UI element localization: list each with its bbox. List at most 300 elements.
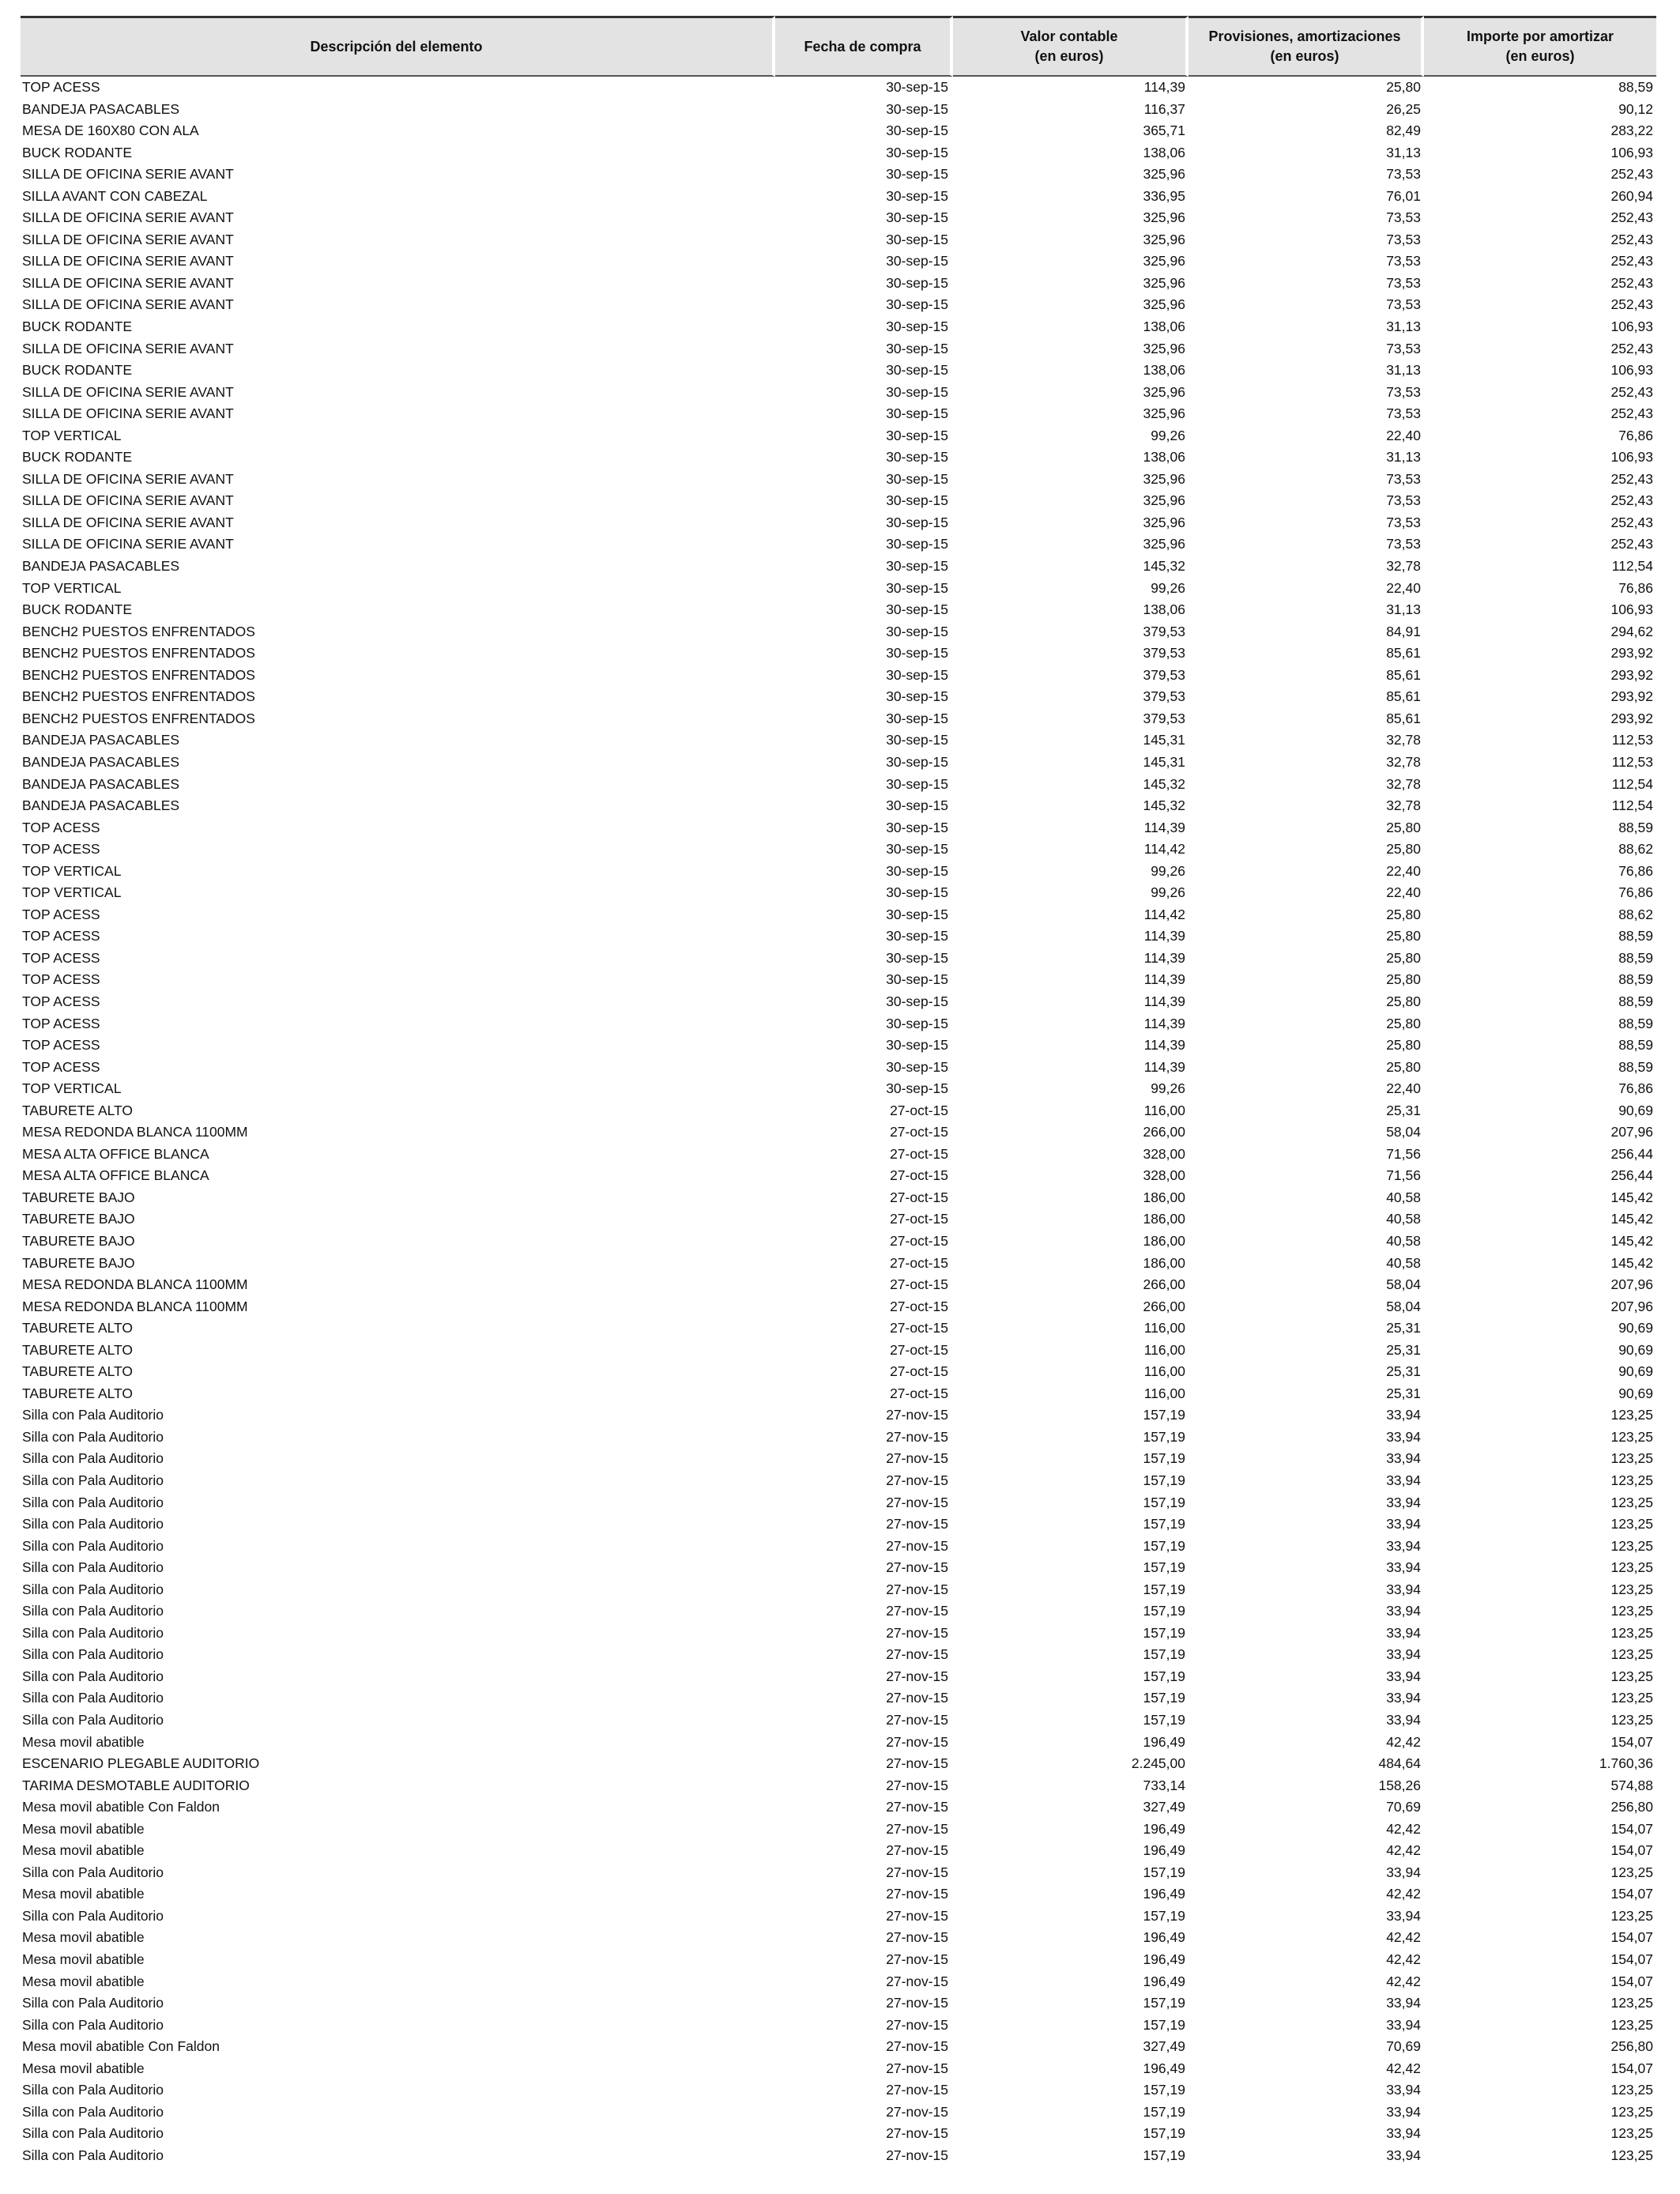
cell-provisions: 73,53 bbox=[1386, 296, 1421, 313]
cell-purchase-date: 27-nov-15 bbox=[886, 1516, 948, 1532]
cell-provisions: 33,94 bbox=[1386, 1581, 1421, 1597]
cell-pending: 256,44 bbox=[1610, 1145, 1653, 1162]
cell-book-value: 138,06 bbox=[1143, 319, 1185, 335]
table-row bbox=[21, 1122, 1656, 1144]
cell-purchase-date: 30-sep-15 bbox=[886, 1037, 948, 1054]
cell-book-value: 116,00 bbox=[1143, 1320, 1185, 1336]
cell-description: TOP VERTICAL bbox=[22, 884, 122, 901]
table-row bbox=[21, 1296, 1656, 1318]
cell-description: Silla con Pala Auditorio bbox=[22, 1624, 164, 1641]
cell-description: SILLA DE OFICINA SERIE AVANT bbox=[22, 274, 234, 291]
cell-description: TABURETE ALTO bbox=[22, 1385, 134, 1401]
cell-book-value: 157,19 bbox=[1143, 1494, 1185, 1510]
cell-pending: 88,59 bbox=[1618, 1037, 1653, 1054]
table-row bbox=[21, 1557, 1656, 1579]
cell-pending: 123,25 bbox=[1610, 2147, 1653, 2163]
cell-purchase-date: 30-sep-15 bbox=[886, 862, 948, 879]
cell-pending: 283,22 bbox=[1610, 123, 1653, 139]
cell-provisions: 85,61 bbox=[1386, 688, 1421, 705]
cell-purchase-date: 27-nov-15 bbox=[886, 1951, 948, 1968]
cell-description: TABURETE ALTO bbox=[22, 1363, 134, 1380]
cell-purchase-date: 27-oct-15 bbox=[890, 1232, 948, 1249]
cell-description: Silla con Pala Auditorio bbox=[22, 2147, 164, 2163]
header-provisions-line1: Provisiones, amortizaciones bbox=[1208, 28, 1401, 44]
cell-description: BANDEJA PASACABLES bbox=[22, 558, 180, 575]
cell-description: SILLA DE OFICINA SERIE AVANT bbox=[22, 340, 234, 356]
cell-pending: 294,62 bbox=[1610, 623, 1653, 639]
cell-purchase-date: 27-nov-15 bbox=[886, 2016, 948, 2033]
cell-description: TOP VERTICAL bbox=[22, 1080, 122, 1097]
cell-book-value: 196,49 bbox=[1143, 1886, 1185, 1902]
table-row bbox=[21, 99, 1656, 121]
cell-provisions: 33,94 bbox=[1386, 1864, 1421, 1880]
cell-pending: 112,54 bbox=[1611, 558, 1653, 575]
cell-pending: 88,59 bbox=[1618, 1058, 1653, 1075]
cell-provisions: 33,94 bbox=[1386, 2016, 1421, 2033]
cell-description: SILLA DE OFICINA SERIE AVANT bbox=[22, 492, 234, 509]
cell-pending: 123,25 bbox=[1610, 1907, 1653, 1924]
cell-purchase-date: 30-sep-15 bbox=[886, 362, 948, 379]
cell-pending: 252,43 bbox=[1610, 340, 1653, 356]
table-row bbox=[21, 882, 1656, 904]
cell-purchase-date: 27-nov-15 bbox=[886, 2125, 948, 2142]
table-row bbox=[21, 1404, 1656, 1427]
cell-purchase-date: 30-sep-15 bbox=[886, 492, 948, 509]
cell-description: TOP ACESS bbox=[22, 971, 100, 988]
cell-book-value: 114,39 bbox=[1143, 1015, 1185, 1031]
cell-description: BENCH2 PUESTOS ENFRENTADOS bbox=[22, 666, 255, 683]
cell-book-value: 157,19 bbox=[1143, 1712, 1185, 1728]
cell-purchase-date: 30-sep-15 bbox=[886, 993, 948, 1009]
cell-description: BENCH2 PUESTOS ENFRENTADOS bbox=[22, 710, 255, 726]
cell-provisions: 22,40 bbox=[1386, 884, 1421, 901]
table-row bbox=[21, 1732, 1656, 1754]
cell-purchase-date: 27-nov-15 bbox=[886, 1929, 948, 1946]
cell-provisions: 25,80 bbox=[1386, 993, 1421, 1009]
cell-purchase-date: 30-sep-15 bbox=[886, 1058, 948, 1075]
cell-provisions: 32,78 bbox=[1386, 558, 1421, 575]
cell-provisions: 33,94 bbox=[1386, 1494, 1421, 1510]
cell-provisions: 31,13 bbox=[1386, 449, 1421, 466]
cell-pending: 112,53 bbox=[1611, 753, 1653, 770]
cell-book-value: 379,53 bbox=[1143, 710, 1185, 726]
cell-description: TOP ACESS bbox=[22, 949, 100, 966]
table-row bbox=[21, 1710, 1656, 1732]
cell-book-value: 145,32 bbox=[1143, 558, 1185, 575]
cell-description: ESCENARIO PLEGABLE AUDITORIO bbox=[22, 1755, 260, 1772]
cell-provisions: 33,94 bbox=[1386, 2147, 1421, 2163]
cell-pending: 123,25 bbox=[1610, 1603, 1653, 1619]
table-row bbox=[21, 752, 1656, 774]
cell-pending: 88,59 bbox=[1618, 928, 1653, 944]
cell-purchase-date: 27-nov-15 bbox=[886, 1668, 948, 1684]
cell-provisions: 85,61 bbox=[1386, 710, 1421, 726]
table-row bbox=[21, 512, 1656, 534]
cell-description: TOP ACESS bbox=[22, 1015, 100, 1031]
cell-pending: 1.760,36 bbox=[1599, 1755, 1653, 1772]
cell-purchase-date: 30-sep-15 bbox=[886, 1015, 948, 1031]
cell-book-value: 114,42 bbox=[1143, 841, 1185, 858]
cell-provisions: 25,80 bbox=[1386, 906, 1421, 922]
cell-book-value: 325,96 bbox=[1143, 405, 1185, 422]
cell-book-value: 116,00 bbox=[1143, 1102, 1185, 1118]
cell-provisions: 85,61 bbox=[1386, 666, 1421, 683]
table-row bbox=[21, 1078, 1656, 1100]
table-row bbox=[21, 1492, 1656, 1514]
cell-book-value: 365,71 bbox=[1143, 123, 1185, 139]
cell-provisions: 31,13 bbox=[1386, 319, 1421, 335]
cell-book-value: 325,96 bbox=[1143, 514, 1185, 530]
cell-book-value: 196,49 bbox=[1143, 1973, 1185, 1989]
table-row bbox=[21, 817, 1656, 839]
cell-provisions: 22,40 bbox=[1386, 862, 1421, 879]
cell-provisions: 25,80 bbox=[1386, 928, 1421, 944]
table-row bbox=[21, 338, 1656, 360]
cell-purchase-date: 30-sep-15 bbox=[886, 187, 948, 204]
cell-description: TOP ACESS bbox=[22, 79, 100, 95]
cell-pending: 252,43 bbox=[1610, 166, 1653, 183]
table-row bbox=[21, 1035, 1656, 1057]
cell-provisions: 40,58 bbox=[1386, 1232, 1421, 1249]
cell-description: MESA ALTA OFFICE BLANCA bbox=[22, 1167, 209, 1184]
cell-pending: 256,44 bbox=[1610, 1167, 1653, 1184]
cell-provisions: 25,80 bbox=[1386, 949, 1421, 966]
cell-book-value: 114,39 bbox=[1143, 971, 1185, 988]
table-row bbox=[21, 1383, 1656, 1405]
cell-purchase-date: 30-sep-15 bbox=[886, 405, 948, 422]
cell-purchase-date: 27-nov-15 bbox=[886, 1777, 948, 1793]
cell-purchase-date: 30-sep-15 bbox=[886, 949, 948, 966]
cell-pending: 112,53 bbox=[1611, 732, 1653, 748]
table-row bbox=[21, 1536, 1656, 1558]
cell-description: Mesa movil abatible bbox=[22, 1886, 145, 1902]
cell-book-value: 325,96 bbox=[1143, 536, 1185, 552]
cell-provisions: 25,31 bbox=[1386, 1102, 1421, 1118]
cell-provisions: 42,42 bbox=[1386, 1973, 1421, 1989]
cell-pending: 88,59 bbox=[1618, 819, 1653, 835]
cell-purchase-date: 27-nov-15 bbox=[886, 1907, 948, 1924]
cell-provisions: 73,53 bbox=[1386, 209, 1421, 226]
table-row bbox=[21, 686, 1656, 708]
table-row bbox=[21, 273, 1656, 295]
header-provisions bbox=[1188, 16, 1424, 77]
table-row bbox=[21, 665, 1656, 687]
cell-book-value: 114,39 bbox=[1143, 819, 1185, 835]
cell-purchase-date: 27-oct-15 bbox=[890, 1211, 948, 1227]
cell-purchase-date: 30-sep-15 bbox=[886, 427, 948, 443]
cell-provisions: 31,13 bbox=[1386, 362, 1421, 379]
cell-provisions: 33,94 bbox=[1386, 1646, 1421, 1663]
cell-purchase-date: 30-sep-15 bbox=[886, 296, 948, 313]
cell-book-value: 114,39 bbox=[1143, 1037, 1185, 1054]
cell-book-value: 325,96 bbox=[1143, 166, 1185, 183]
table-row bbox=[21, 925, 1656, 948]
cell-pending: 88,62 bbox=[1618, 906, 1653, 922]
table-row bbox=[21, 1144, 1656, 1166]
cell-provisions: 73,53 bbox=[1386, 274, 1421, 291]
table-row bbox=[21, 1992, 1656, 2015]
cell-provisions: 31,13 bbox=[1386, 601, 1421, 618]
cell-description: Silla con Pala Auditorio bbox=[22, 1646, 164, 1663]
table-row bbox=[21, 2058, 1656, 2080]
cell-description: SILLA DE OFICINA SERIE AVANT bbox=[22, 231, 234, 247]
table-row bbox=[21, 1971, 1656, 1993]
cell-purchase-date: 27-nov-15 bbox=[886, 1646, 948, 1663]
cell-provisions: 73,53 bbox=[1386, 231, 1421, 247]
cell-provisions: 33,94 bbox=[1386, 2082, 1421, 2098]
cell-provisions: 70,69 bbox=[1386, 2038, 1421, 2055]
cell-book-value: 196,49 bbox=[1143, 1820, 1185, 1837]
cell-description: TOP ACESS bbox=[22, 928, 100, 944]
cell-pending: 106,93 bbox=[1610, 601, 1653, 618]
table-row bbox=[21, 1057, 1656, 1079]
table-row bbox=[21, 447, 1656, 469]
cell-purchase-date: 30-sep-15 bbox=[886, 579, 948, 596]
cell-provisions: 73,53 bbox=[1386, 492, 1421, 509]
cell-purchase-date: 27-nov-15 bbox=[886, 1820, 948, 1837]
cell-pending: 145,42 bbox=[1610, 1232, 1653, 1249]
cell-book-value: 138,06 bbox=[1143, 144, 1185, 160]
cell-provisions: 70,69 bbox=[1386, 1799, 1421, 1815]
cell-book-value: 196,49 bbox=[1143, 2060, 1185, 2076]
cell-book-value: 114,39 bbox=[1143, 949, 1185, 966]
cell-pending: 123,25 bbox=[1610, 2125, 1653, 2142]
cell-provisions: 82,49 bbox=[1386, 123, 1421, 139]
cell-description: MESA REDONDA BLANCA 1100MM bbox=[22, 1124, 248, 1140]
table-row bbox=[21, 839, 1656, 861]
cell-provisions: 71,56 bbox=[1386, 1167, 1421, 1184]
cell-pending: 154,07 bbox=[1610, 1951, 1653, 1968]
header-pending bbox=[1424, 16, 1656, 77]
cell-purchase-date: 27-nov-15 bbox=[886, 2147, 948, 2163]
cell-book-value: 327,49 bbox=[1143, 2038, 1185, 2055]
table-row bbox=[21, 1906, 1656, 1928]
cell-description: BANDEJA PASACABLES bbox=[22, 797, 180, 814]
cell-pending: 154,07 bbox=[1610, 1820, 1653, 1837]
cell-provisions: 25,80 bbox=[1386, 1058, 1421, 1075]
cell-purchase-date: 27-nov-15 bbox=[886, 2103, 948, 2120]
cell-description: Silla con Pala Auditorio bbox=[22, 1995, 164, 2011]
cell-description: Silla con Pala Auditorio bbox=[22, 1712, 164, 1728]
cell-description: BUCK RODANTE bbox=[22, 601, 133, 618]
cell-description: SILLA DE OFICINA SERIE AVANT bbox=[22, 166, 234, 183]
cell-book-value: 138,06 bbox=[1143, 362, 1185, 379]
cell-book-value: 266,00 bbox=[1143, 1276, 1185, 1293]
cell-description: MESA ALTA OFFICE BLANCA bbox=[22, 1145, 209, 1162]
cell-description: Mesa movil abatible bbox=[22, 1842, 145, 1859]
asset-table bbox=[21, 16, 1656, 2167]
cell-description: Silla con Pala Auditorio bbox=[22, 1407, 164, 1423]
cell-purchase-date: 30-sep-15 bbox=[886, 623, 948, 639]
cell-book-value: 157,19 bbox=[1143, 1407, 1185, 1423]
table-row bbox=[21, 969, 1656, 991]
cell-pending: 90,69 bbox=[1618, 1341, 1653, 1358]
header-book-value-line1: Valor contable bbox=[1020, 28, 1118, 44]
table-row bbox=[21, 403, 1656, 425]
cell-pending: 123,25 bbox=[1610, 1494, 1653, 1510]
cell-description: TARIMA DESMOTABLE AUDITORIO bbox=[22, 1777, 250, 1793]
cell-purchase-date: 27-nov-15 bbox=[886, 2038, 948, 2055]
cell-pending: 123,25 bbox=[1610, 1407, 1653, 1423]
cell-purchase-date: 30-sep-15 bbox=[886, 1080, 948, 1097]
cell-description: SILLA DE OFICINA SERIE AVANT bbox=[22, 296, 234, 313]
cell-purchase-date: 27-nov-15 bbox=[886, 1712, 948, 1728]
cell-pending: 76,86 bbox=[1618, 862, 1653, 879]
cell-description: Silla con Pala Auditorio bbox=[22, 1428, 164, 1445]
cell-pending: 123,25 bbox=[1610, 1537, 1653, 1554]
table-row bbox=[21, 2079, 1656, 2102]
cell-pending: 88,62 bbox=[1618, 841, 1653, 858]
cell-description: Silla con Pala Auditorio bbox=[22, 2016, 164, 2033]
header-provisions-line2: (en euros) bbox=[1270, 48, 1339, 64]
table-row bbox=[21, 1231, 1656, 1253]
cell-description: Silla con Pala Auditorio bbox=[22, 1668, 164, 1684]
table-row bbox=[21, 795, 1656, 817]
cell-pending: 256,80 bbox=[1610, 1799, 1653, 1815]
cell-purchase-date: 27-nov-15 bbox=[886, 1842, 948, 1859]
cell-book-value: 114,39 bbox=[1143, 1058, 1185, 1075]
cell-book-value: 325,96 bbox=[1143, 470, 1185, 487]
cell-purchase-date: 30-sep-15 bbox=[886, 666, 948, 683]
cell-provisions: 33,94 bbox=[1386, 1428, 1421, 1445]
table-row bbox=[21, 1840, 1656, 1862]
cell-pending: 123,25 bbox=[1610, 2103, 1653, 2120]
cell-description: Mesa movil abatible bbox=[22, 1733, 145, 1750]
cell-book-value: 157,19 bbox=[1143, 1428, 1185, 1445]
cell-book-value: 266,00 bbox=[1143, 1124, 1185, 1140]
cell-pending: 123,25 bbox=[1610, 1712, 1653, 1728]
cell-book-value: 379,53 bbox=[1143, 688, 1185, 705]
cell-provisions: 25,31 bbox=[1386, 1341, 1421, 1358]
header-description: Descripción del elemento bbox=[21, 16, 775, 77]
cell-purchase-date: 27-nov-15 bbox=[886, 2060, 948, 2076]
header-book-value bbox=[953, 16, 1188, 77]
cell-provisions: 58,04 bbox=[1386, 1276, 1421, 1293]
cell-description: SILLA DE OFICINA SERIE AVANT bbox=[22, 514, 234, 530]
cell-book-value: 116,37 bbox=[1143, 100, 1185, 117]
table-row bbox=[21, 1427, 1656, 1449]
cell-purchase-date: 27-oct-15 bbox=[890, 1189, 948, 1205]
cell-purchase-date: 30-sep-15 bbox=[886, 383, 948, 400]
cell-provisions: 25,80 bbox=[1386, 841, 1421, 858]
table-row bbox=[21, 948, 1656, 970]
cell-description: Silla con Pala Auditorio bbox=[22, 1472, 164, 1488]
cell-provisions: 40,58 bbox=[1386, 1211, 1421, 1227]
table-row bbox=[21, 1361, 1656, 1383]
cell-description: SILLA DE OFICINA SERIE AVANT bbox=[22, 253, 234, 270]
table-row bbox=[21, 621, 1656, 643]
cell-pending: 123,25 bbox=[1610, 2082, 1653, 2098]
cell-pending: 90,69 bbox=[1618, 1385, 1653, 1401]
cell-book-value: 328,00 bbox=[1143, 1167, 1185, 1184]
cell-purchase-date: 30-sep-15 bbox=[886, 536, 948, 552]
cell-book-value: 325,96 bbox=[1143, 383, 1185, 400]
cell-pending: 293,92 bbox=[1610, 710, 1653, 726]
cell-description: Silla con Pala Auditorio bbox=[22, 1559, 164, 1576]
table-row bbox=[21, 991, 1656, 1013]
cell-purchase-date: 30-sep-15 bbox=[886, 601, 948, 618]
cell-purchase-date: 27-oct-15 bbox=[890, 1254, 948, 1271]
cell-purchase-date: 27-oct-15 bbox=[890, 1320, 948, 1336]
cell-provisions: 33,94 bbox=[1386, 1668, 1421, 1684]
cell-pending: 76,86 bbox=[1618, 1080, 1653, 1097]
cell-pending: 293,92 bbox=[1610, 645, 1653, 662]
table-row bbox=[21, 207, 1656, 229]
cell-pending: 207,96 bbox=[1610, 1124, 1653, 1140]
cell-description: BUCK RODANTE bbox=[22, 449, 133, 466]
cell-provisions: 58,04 bbox=[1386, 1298, 1421, 1314]
cell-pending: 106,93 bbox=[1610, 362, 1653, 379]
cell-book-value: 157,19 bbox=[1143, 1624, 1185, 1641]
cell-description: Mesa movil abatible bbox=[22, 1929, 145, 1946]
cell-purchase-date: 27-nov-15 bbox=[886, 1407, 948, 1423]
cell-pending: 90,12 bbox=[1618, 100, 1653, 117]
cell-description: TABURETE ALTO bbox=[22, 1341, 134, 1358]
cell-book-value: 327,49 bbox=[1143, 1799, 1185, 1815]
cell-provisions: 32,78 bbox=[1386, 797, 1421, 814]
cell-pending: 123,25 bbox=[1610, 1450, 1653, 1467]
cell-purchase-date: 27-nov-15 bbox=[886, 1624, 948, 1641]
cell-provisions: 32,78 bbox=[1386, 732, 1421, 748]
cell-description: TABURETE BAJO bbox=[22, 1211, 135, 1227]
table-row bbox=[21, 316, 1656, 338]
cell-provisions: 25,31 bbox=[1386, 1385, 1421, 1401]
cell-pending: 90,69 bbox=[1618, 1363, 1653, 1380]
cell-purchase-date: 27-nov-15 bbox=[886, 1733, 948, 1750]
cell-description: BENCH2 PUESTOS ENFRENTADOS bbox=[22, 688, 255, 705]
cell-purchase-date: 27-nov-15 bbox=[886, 1690, 948, 1706]
cell-purchase-date: 27-nov-15 bbox=[886, 1494, 948, 1510]
cell-pending: 123,25 bbox=[1610, 1864, 1653, 1880]
cell-description: TOP ACESS bbox=[22, 819, 100, 835]
cell-book-value: 157,19 bbox=[1143, 1472, 1185, 1488]
cell-pending: 252,43 bbox=[1610, 209, 1653, 226]
cell-pending: 154,07 bbox=[1610, 1929, 1653, 1946]
cell-book-value: 325,96 bbox=[1143, 340, 1185, 356]
cell-purchase-date: 30-sep-15 bbox=[886, 209, 948, 226]
table-row bbox=[21, 142, 1656, 164]
table-row bbox=[21, 861, 1656, 883]
cell-pending: 123,25 bbox=[1610, 2016, 1653, 2033]
cell-book-value: 116,00 bbox=[1143, 1385, 1185, 1401]
cell-provisions: 25,80 bbox=[1386, 819, 1421, 835]
cell-purchase-date: 27-nov-15 bbox=[886, 1886, 948, 1902]
cell-description: Silla con Pala Auditorio bbox=[22, 1516, 164, 1532]
cell-provisions: 33,94 bbox=[1386, 1559, 1421, 1576]
cell-description: TABURETE ALTO bbox=[22, 1102, 134, 1118]
cell-description: BENCH2 PUESTOS ENFRENTADOS bbox=[22, 645, 255, 662]
cell-description: TOP VERTICAL bbox=[22, 862, 122, 879]
cell-pending: 154,07 bbox=[1610, 1886, 1653, 1902]
table-row bbox=[21, 360, 1656, 382]
cell-description: TOP ACESS bbox=[22, 841, 100, 858]
cell-provisions: 22,40 bbox=[1386, 579, 1421, 596]
cell-provisions: 73,53 bbox=[1386, 536, 1421, 552]
cell-purchase-date: 27-nov-15 bbox=[886, 1537, 948, 1554]
cell-purchase-date: 27-nov-15 bbox=[886, 2082, 948, 2098]
cell-purchase-date: 30-sep-15 bbox=[886, 123, 948, 139]
cell-purchase-date: 27-oct-15 bbox=[890, 1363, 948, 1380]
cell-book-value: 99,26 bbox=[1151, 427, 1185, 443]
cell-pending: 90,69 bbox=[1618, 1320, 1653, 1336]
table-row bbox=[21, 599, 1656, 621]
cell-provisions: 33,94 bbox=[1386, 1450, 1421, 1467]
cell-purchase-date: 30-sep-15 bbox=[886, 340, 948, 356]
cell-pending: 76,86 bbox=[1618, 884, 1653, 901]
cell-purchase-date: 27-nov-15 bbox=[886, 1559, 948, 1576]
cell-provisions: 42,42 bbox=[1386, 2060, 1421, 2076]
cell-purchase-date: 30-sep-15 bbox=[886, 775, 948, 792]
